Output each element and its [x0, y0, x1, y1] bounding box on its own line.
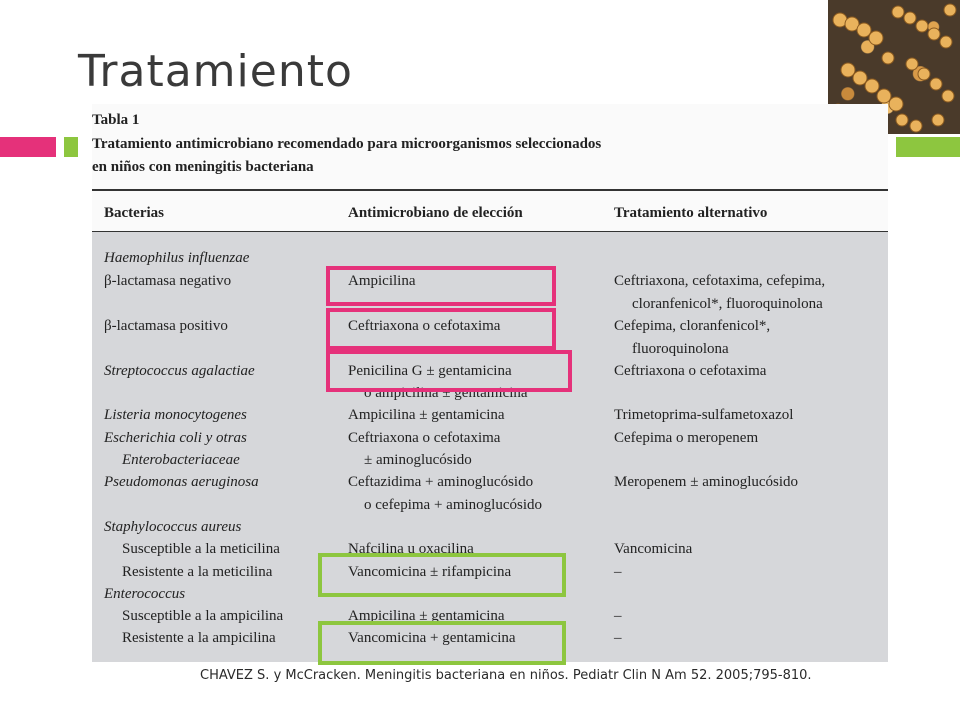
table-cell: Vancomicina: [614, 541, 693, 557]
table-cell: Haemophilus influenzae: [104, 250, 250, 266]
table-cell: Vancomicina + gentamicina: [348, 630, 516, 646]
table-cell: Ampicilina: [348, 273, 416, 289]
header-bacterias: Bacterias: [104, 205, 164, 221]
table-cell: Resistente a la meticilina: [122, 564, 273, 580]
table-cell: Penicilina G ± gentamicina: [348, 363, 512, 379]
table-rule-header: [92, 231, 888, 232]
table-cell: Enterobacteriaceae: [122, 452, 240, 468]
table-caption-line1: Tratamiento antimicrobiano recomendado para microorganismos seleccionados: [92, 136, 602, 152]
table-cell: Susceptible a la meticilina: [122, 541, 280, 557]
pink-accent-bar: [0, 137, 56, 157]
table-cell: Meropenem ± aminoglucósido: [614, 474, 799, 490]
green-accent-bar-right: [896, 137, 960, 157]
table-cell: Ceftazidima + aminoglucósido: [348, 474, 534, 490]
table-cell: Vancomicina ± rifampicina: [348, 564, 512, 580]
header-alternativo: Tratamiento alternativo: [614, 205, 768, 221]
table-label: Tabla 1: [92, 112, 140, 128]
table-cell: β-lactamasa negativo: [104, 273, 232, 289]
table-cell: Cefepima o meropenem: [614, 430, 759, 446]
highlight-box-green: [318, 553, 566, 597]
table-cell: fluoroquinolona: [632, 341, 729, 357]
table-cell: β-lactamasa positivo: [104, 318, 228, 334]
table-cell: Pseudomonas aeruginosa: [104, 474, 259, 490]
table-cell: Cefepima, cloranfenicol*,: [614, 318, 771, 334]
table-cell: Ceftriaxona o cefotaxima: [614, 363, 767, 379]
highlight-box-pink: [326, 308, 556, 350]
table-cell: Nafcilina u oxacilina: [348, 541, 474, 557]
table-cell: Listeria monocytogenes: [104, 407, 247, 423]
table-cell: Enterococcus: [104, 586, 186, 602]
table-cell: –: [614, 564, 622, 580]
table-cell: o ampicilina ± gentamicina: [364, 385, 528, 401]
table-cell: Ceftriaxona o cefotaxima: [348, 318, 501, 334]
table-cell: Escherichia coli y otras: [104, 430, 247, 446]
table-cell: Ampicilina ± gentamicina: [348, 608, 505, 624]
table-cell: Susceptible a la ampicilina: [122, 608, 284, 624]
table-cell: ± aminoglucósido: [364, 452, 472, 468]
header-eleccion: Antimicrobiano de elección: [348, 205, 523, 221]
table-cell: cloranfenicol*, fluoroquinolona: [632, 296, 823, 312]
green-accent-bar-left: [64, 137, 78, 157]
highlight-box-pink: [326, 266, 556, 306]
highlight-box-green: [318, 621, 566, 665]
table-cell: Ceftriaxona, cefotaxima, cefepima,: [614, 273, 826, 289]
table-cell: o cefepima + aminoglucósido: [364, 497, 542, 513]
citation-text: CHAVEZ S. y McCracken. Meningitis bacteriana en niños. Pediatr Clin N Am 52. 2005;795-810.: [200, 668, 812, 683]
table-cell: Ampicilina ± gentamicina: [348, 407, 505, 423]
slide-title: Tratamiento: [78, 46, 353, 97]
table-rule-top: [92, 189, 888, 191]
highlight-box-pink: [326, 350, 572, 392]
table-cell: –: [614, 630, 622, 646]
table-cell: Ceftriaxona o cefotaxima: [348, 430, 501, 446]
table-cell: Streptococcus agalactiae: [104, 363, 255, 379]
table-cell: Trimetoprima-sulfametoxazol: [614, 407, 794, 423]
table-cell: Staphylococcus aureus: [104, 519, 242, 535]
table-caption-line2: en niños con meningitis bacteriana: [92, 159, 314, 175]
table-cell: Resistente a la ampicilina: [122, 630, 276, 646]
table-cell: –: [614, 608, 622, 624]
